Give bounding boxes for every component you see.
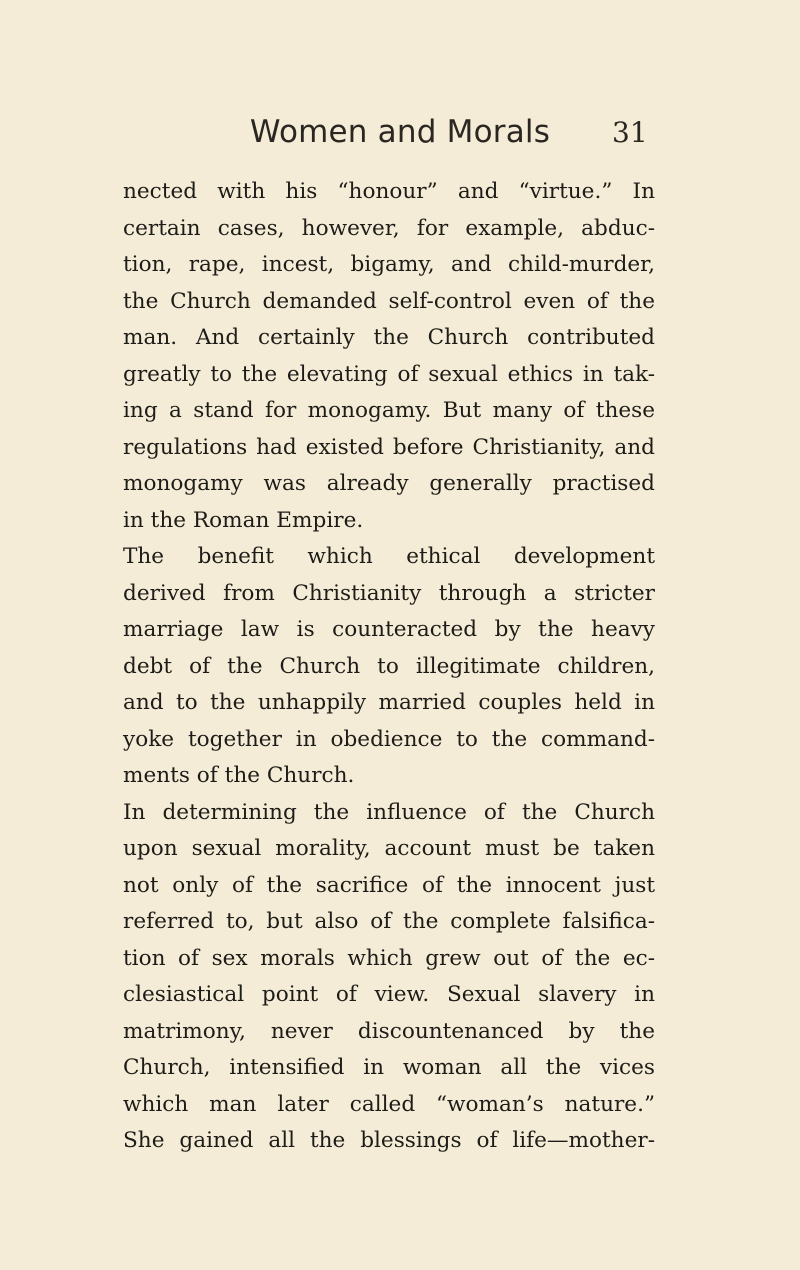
running-title: Women and Morals xyxy=(249,114,551,150)
text-line: yoke together in obedience to the command- xyxy=(123,726,655,752)
text-line: ing a stand for monogamy. But many of these xyxy=(123,398,655,423)
text-line: man. And certainly the Church contributed xyxy=(123,325,655,350)
paragraph-end-line: ments of the Church. xyxy=(123,763,355,788)
body-text xyxy=(123,174,655,1160)
text-line: nected with his “honour” and “virtue.” In xyxy=(123,179,655,204)
text-line: clesiastical point of view. Sexual slavery in xyxy=(123,982,655,1007)
text-line: greatly to the elevating of sexual ethics in tak- xyxy=(123,361,655,387)
text-line: certain cases, however, for example, abduc- xyxy=(123,215,655,241)
text-line: marriage law is counteracted by the heavy xyxy=(123,617,655,642)
text-line: which man later called “woman’s nature.” xyxy=(123,1091,655,1117)
text-line: referred to, but also of the complete falsifica- xyxy=(123,909,655,934)
text-line: tion, rape, incest, bigamy, and child-murder, xyxy=(123,252,655,277)
page-number: 31 xyxy=(612,116,648,149)
running-head xyxy=(0,112,800,152)
text-line: tion of sex morals which grew out of the ec- xyxy=(123,945,655,971)
paragraph-start-line: In determining the influence of the Church xyxy=(123,799,655,825)
text-line: debt of the Church to illegitimate children, xyxy=(123,653,655,679)
text-line: matrimony, never discountenanced by the xyxy=(123,1018,655,1044)
text-line: Church, intensified in woman all the vices xyxy=(123,1055,655,1080)
text-line: regulations had existed before Christianity, and xyxy=(123,434,655,460)
text-line: She gained all the blessings of life—mother- xyxy=(123,1128,655,1153)
text-line: not only of the sacrifice of the innocent just xyxy=(123,872,655,898)
paragraph-end-line: in the Roman Empire. xyxy=(123,507,364,533)
text-line: monogamy was already generally practised xyxy=(123,471,655,496)
text-line: derived from Christianity through a stricter xyxy=(123,580,655,606)
paragraph-start-line: The benefit which ethical development xyxy=(123,544,655,569)
text-line: the Church demanded self-control even of the xyxy=(123,288,655,314)
text-line: upon sexual morality, account must be taken xyxy=(123,836,655,861)
text-line: and to the unhappily married couples held in xyxy=(123,690,655,715)
